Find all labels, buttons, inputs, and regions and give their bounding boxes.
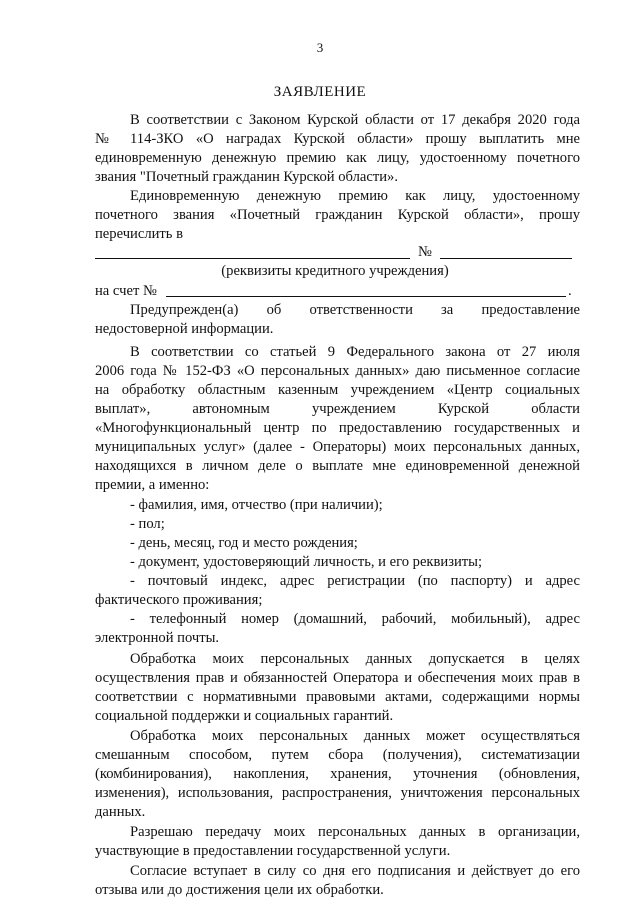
- paragraph-line: Разрешаю передачу моих персональных данных в организации,: [130, 824, 580, 840]
- list-item: фактического проживания;: [95, 592, 263, 608]
- paragraph-line: премии, а именно:: [95, 477, 210, 493]
- list-item: - день, месяц, год и место рождения;: [130, 535, 358, 551]
- document-title: ЗАЯВЛЕНИЕ: [273, 84, 367, 100]
- paragraph-line: муниципальных услуг» (далее - Операторы) моих персональных данных,: [95, 439, 580, 455]
- paragraph-line: почетного звания «Почетный гражданин Курской области», прошу: [95, 207, 580, 223]
- list-item: электронной почты.: [95, 630, 220, 646]
- bank-number-blank: [440, 258, 572, 259]
- paragraph-line: звания "Почетный гражданин Курской области».: [95, 169, 398, 185]
- paragraph-line: изменения), использования, распространения, уничтожения персональных: [95, 785, 580, 801]
- bank-number-sign: №: [418, 244, 432, 260]
- paragraph-line: (комбинирования), накопления, хранения, уточнения (обновления,: [95, 766, 580, 782]
- paragraph-line: недостоверной информации.: [95, 321, 274, 337]
- paragraph-line: смешанным способом, путем сбора (получения), систематизации: [95, 747, 580, 763]
- paragraph-line: Обработка моих персональных данных может осуществляться: [130, 728, 580, 744]
- bank-details-blank: [95, 258, 410, 259]
- paragraph-line: единовременную денежную премию как лицу, удостоенному почетного: [95, 150, 580, 166]
- paragraph-line: Согласие вступает в силу со дня его подписания и действует до его: [130, 863, 580, 879]
- list-item: - пол;: [130, 516, 165, 532]
- paragraph-line: Обработка моих персональных данных допускается в целях: [130, 651, 580, 667]
- paragraph-line: осуществления прав и обязанностей Оператора и обеспечения моих прав в: [95, 670, 580, 686]
- paragraph-line: Единовременную денежную премию как лицу, удостоенному: [130, 188, 580, 204]
- paragraph-line: 2006 года № 152-ФЗ «О персональных данных» даю письменное согласие: [95, 363, 580, 379]
- paragraph-line: социальной поддержки и социальных гарантий.: [95, 708, 394, 724]
- bank-caption: (реквизиты кредитного учреждения): [221, 263, 449, 279]
- list-item: - документ, удостоверяющий личность, и его реквизиты;: [130, 554, 483, 570]
- list-item: - телефонный номер (домашний, рабочий, мобильный), адрес: [130, 611, 580, 627]
- account-end-period: .: [568, 283, 572, 299]
- paragraph-line: перечислить в: [95, 226, 183, 242]
- paragraph-line: В соответствии со статьей 9 Федерального закона от 27 июля: [130, 344, 580, 360]
- list-item: - фамилия, имя, отчество (при наличии);: [130, 497, 383, 513]
- paragraph-line: данных.: [95, 804, 146, 820]
- paragraph-line: «Многофункциональный центр по предоставлению государственных и: [95, 420, 580, 436]
- paragraph-line: № 114-ЗКО «О наградах Курской области» прошу выплатить мне: [95, 131, 580, 147]
- paragraph-line: Предупрежден(а) об ответственности за предоставление: [130, 302, 580, 318]
- paragraph-line: находящихся в личном деле о выплате мне единовременной денежной: [95, 458, 580, 474]
- paragraph-line: соответствии с нормативными правовыми актами, содержащими нормы: [95, 689, 580, 705]
- paragraph-line: участвующие в предоставлении государственной услуги.: [95, 843, 451, 859]
- paragraph-line: на обработку областным казенным учреждением «Центр социальных: [95, 382, 580, 398]
- list-item: - почтовый индекс, адрес регистрации (по паспорту) и адрес: [130, 573, 580, 589]
- page-number: 3: [316, 40, 324, 55]
- paragraph-line: отзыва или до достижения цели их обработки.: [95, 882, 384, 898]
- account-number-blank: [166, 296, 566, 297]
- account-label: на счет №: [95, 283, 157, 299]
- paragraph-line: В соответствии с Законом Курской области от 17 декабря 2020 года: [130, 112, 580, 128]
- paragraph-line: выплат», автономным учреждением Курской области: [95, 401, 580, 417]
